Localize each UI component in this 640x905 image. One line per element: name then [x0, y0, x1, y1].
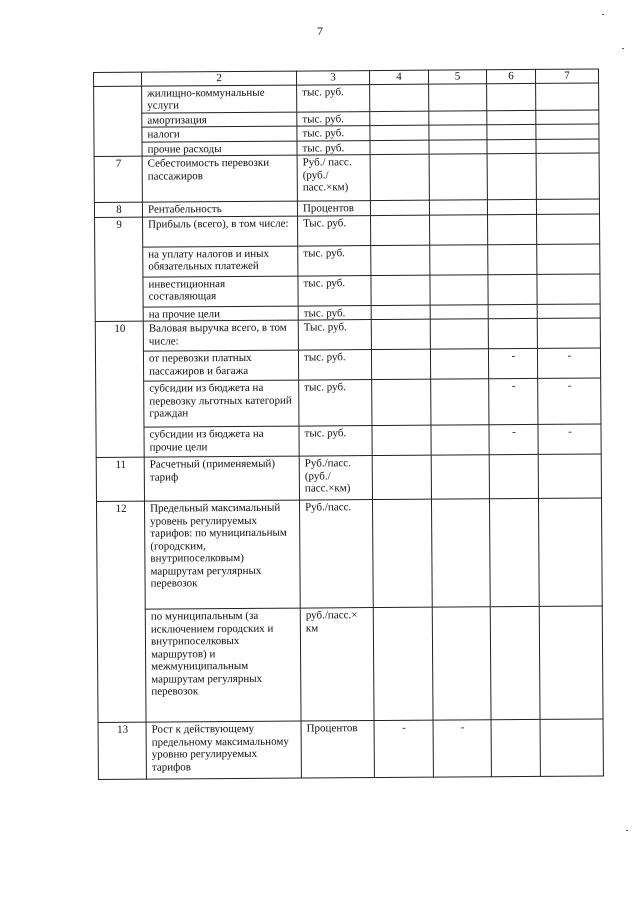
table-row	[96, 498, 602, 610]
value-cell-col6	[488, 274, 537, 304]
value-cell-col6	[489, 454, 538, 498]
table-row	[95, 243, 600, 277]
table-row	[94, 82, 599, 113]
value-cell-col6	[487, 110, 536, 125]
value-cell-col4	[372, 425, 431, 455]
cell-value: -	[567, 379, 572, 392]
value-cell-col4	[371, 275, 430, 305]
indicator-cell: субсидии из бюджета на перевозку льготных категорий граждан	[144, 380, 299, 427]
value-cell-col5	[430, 319, 488, 349]
unit-cell: тыс. руб.	[298, 245, 371, 276]
row-number-cell: 13	[98, 722, 146, 779]
header-col-1	[94, 72, 142, 86]
value-cell-col6	[490, 606, 540, 719]
unit-cell: тыс. руб.	[297, 84, 370, 112]
value-cell-col4	[372, 455, 431, 499]
unit-cell: тыс. руб.	[299, 426, 372, 457]
table-row	[98, 719, 603, 780]
value-cell-col7	[538, 424, 601, 454]
row-number-cell	[94, 86, 142, 157]
value-cell-col7	[537, 243, 600, 273]
table-row	[97, 606, 603, 723]
value-cell-col4	[370, 84, 429, 111]
indicator-cell: на уплату налогов и иных обязательных платежей	[143, 246, 298, 277]
cell-value: -	[402, 721, 406, 734]
row-number-cell: 12	[96, 501, 146, 722]
value-cell-col4	[371, 215, 430, 245]
cell-value: -	[567, 349, 572, 362]
unit-cell: руб./пасс.× км	[300, 608, 374, 722]
value-cell-col4	[371, 245, 430, 275]
value-cell-col6	[488, 348, 537, 378]
value-cell-col5	[432, 607, 491, 720]
value-cell-col5	[429, 200, 487, 215]
value-cell-col4	[374, 720, 433, 777]
table-row	[95, 273, 600, 307]
unit-cell: тыс. руб.	[299, 380, 372, 427]
value-cell-col6	[487, 83, 536, 110]
value-cell-col7	[538, 454, 601, 498]
header-col-3: 3	[296, 71, 369, 85]
indicator-cell: инвестиционная составляющая	[143, 276, 298, 307]
value-cell-col5	[429, 154, 487, 200]
unit-cell: тыс. руб.	[298, 350, 371, 381]
indicator-cell: амортизация	[142, 112, 297, 128]
value-cell-col7	[538, 378, 601, 424]
indicator-cell: жилищно-коммунальные услуги	[142, 85, 297, 113]
header-col-6: 6	[486, 69, 535, 83]
cell-value: -	[512, 426, 516, 439]
indicator-cell: по муниципальным (за исключением городских и внутрипоселковых маршрутов) и межмуниципальным маршрутам регулярных перевозок	[145, 608, 301, 722]
header-col-7: 7	[535, 69, 598, 83]
row-number-cell: 9	[95, 217, 144, 322]
tariff-table	[93, 68, 604, 780]
row-number-cell: 10	[95, 321, 144, 457]
table-row	[95, 348, 600, 382]
value-cell-col7	[536, 109, 599, 124]
unit-cell: тыс. руб.	[297, 111, 370, 126]
value-cell-col4	[370, 111, 429, 126]
value-cell-col6	[488, 304, 537, 319]
value-cell-col6	[488, 214, 537, 244]
indicator-cell: от перевозки платных пассажиров и багажа	[143, 350, 298, 381]
row-number-cell: 7	[94, 156, 142, 202]
value-cell-col5	[430, 349, 488, 379]
value-cell-col6	[491, 719, 540, 776]
header-col-4: 4	[369, 70, 428, 84]
table-row	[95, 318, 600, 352]
value-cell-col5	[429, 83, 487, 110]
value-cell-col4	[372, 379, 431, 425]
value-cell-col6	[488, 244, 537, 274]
header-col-5: 5	[428, 70, 486, 84]
value-cell-col6	[487, 139, 536, 154]
value-cell-col5	[430, 214, 488, 244]
scan-speck	[602, 14, 604, 15]
table-row	[96, 378, 601, 428]
value-cell-col7	[537, 348, 600, 378]
header-col-2: 2	[142, 71, 297, 86]
value-cell-col5	[429, 139, 487, 154]
indicator-cell: Себестоимость перевозки пассажиров	[142, 155, 297, 202]
table-row	[94, 153, 599, 203]
unit-cell: Руб./пасс. (руб./ пасс.×км)	[299, 456, 372, 501]
unit-cell: тыс. руб.	[297, 126, 370, 141]
unit-cell: Тыс. руб.	[298, 215, 371, 246]
indicator-cell: Рентабельность	[142, 201, 297, 217]
value-cell-col6	[488, 318, 537, 348]
unit-cell: Руб./ пасс. (руб./ пасс.×км)	[297, 155, 370, 202]
unit-cell: Процентов	[297, 201, 370, 216]
value-cell-col6	[487, 199, 536, 214]
indicator-cell: Рост к действующему предельному максимальному уровню регулируемых тарифов	[146, 721, 301, 779]
indicator-cell: Прибыль (всего), в том числе:	[143, 216, 298, 247]
unit-cell: Тыс. руб.	[298, 320, 371, 351]
value-cell-col7	[540, 719, 603, 776]
value-cell-col7	[536, 153, 599, 199]
value-cell-col7	[536, 124, 599, 139]
value-cell-col5	[430, 274, 488, 304]
indicator-cell: налоги	[142, 126, 297, 142]
value-cell-col7	[538, 498, 602, 606]
value-cell-col7	[537, 303, 600, 318]
indicator-cell: прочие расходы	[142, 141, 297, 157]
value-cell-col5	[433, 720, 491, 777]
value-cell-col4	[370, 154, 429, 200]
value-cell-col7	[537, 318, 600, 348]
value-cell-col4	[371, 305, 430, 320]
value-cell-col5	[430, 304, 488, 319]
cell-value: -	[568, 425, 572, 438]
value-cell-col5	[431, 425, 489, 455]
value-cell-col6	[487, 153, 536, 199]
unit-cell: тыс. руб.	[297, 140, 370, 155]
value-cell-col5	[431, 379, 489, 425]
value-cell-col5	[431, 455, 489, 499]
value-cell-col7	[536, 138, 599, 153]
value-cell-col6	[487, 124, 536, 139]
row-number-cell: 11	[96, 457, 144, 501]
value-cell-col5	[431, 499, 490, 607]
value-cell-col4	[371, 349, 430, 379]
unit-cell: тыс. руб.	[298, 275, 371, 306]
cell-value: -	[460, 721, 465, 734]
indicator-cell: Предельный максимальный уровень регулируемых тарифов: по муниципальным (городским, внутрипоселковым) маршрутам регулярных перевозок	[144, 500, 300, 609]
value-cell-col7	[537, 273, 600, 303]
unit-cell: Процентов	[301, 721, 374, 779]
indicator-cell: Расчетный (применяемый) тариф	[144, 456, 299, 501]
indicator-cell: Валовая выручка всего, в том числе:	[143, 320, 298, 351]
cell-value: -	[511, 350, 516, 363]
value-cell-col4	[370, 125, 429, 140]
row-number-cell: 8	[94, 202, 142, 217]
value-cell-col5	[429, 110, 487, 125]
unit-cell: Руб./пасс.	[299, 500, 373, 609]
scan-speck	[622, 48, 624, 49]
value-cell-col7	[539, 606, 603, 719]
value-cell-col5	[430, 244, 488, 274]
value-cell-col7	[536, 82, 599, 109]
value-cell-col6	[489, 498, 539, 606]
value-cell-col7	[537, 213, 600, 243]
value-cell-col5	[429, 125, 487, 140]
value-cell-col6	[489, 378, 538, 424]
value-cell-col4	[370, 140, 429, 155]
table-row	[95, 213, 600, 247]
table-row	[96, 424, 601, 458]
scan-speck	[626, 830, 628, 831]
page-number: 7	[317, 24, 323, 38]
cell-value: -	[511, 380, 516, 393]
value-cell-col7	[536, 199, 599, 214]
value-cell-col4	[370, 200, 429, 215]
unit-cell: тыс. руб.	[298, 305, 371, 320]
value-cell-col4	[372, 499, 432, 607]
value-cell-col6	[489, 424, 538, 454]
indicator-cell: субсидии из бюджета на прочие цели	[144, 426, 299, 457]
indicator-cell: на прочие цели	[143, 306, 298, 322]
table-row	[96, 454, 601, 502]
value-cell-col4	[373, 607, 433, 720]
value-cell-col4	[371, 319, 430, 349]
